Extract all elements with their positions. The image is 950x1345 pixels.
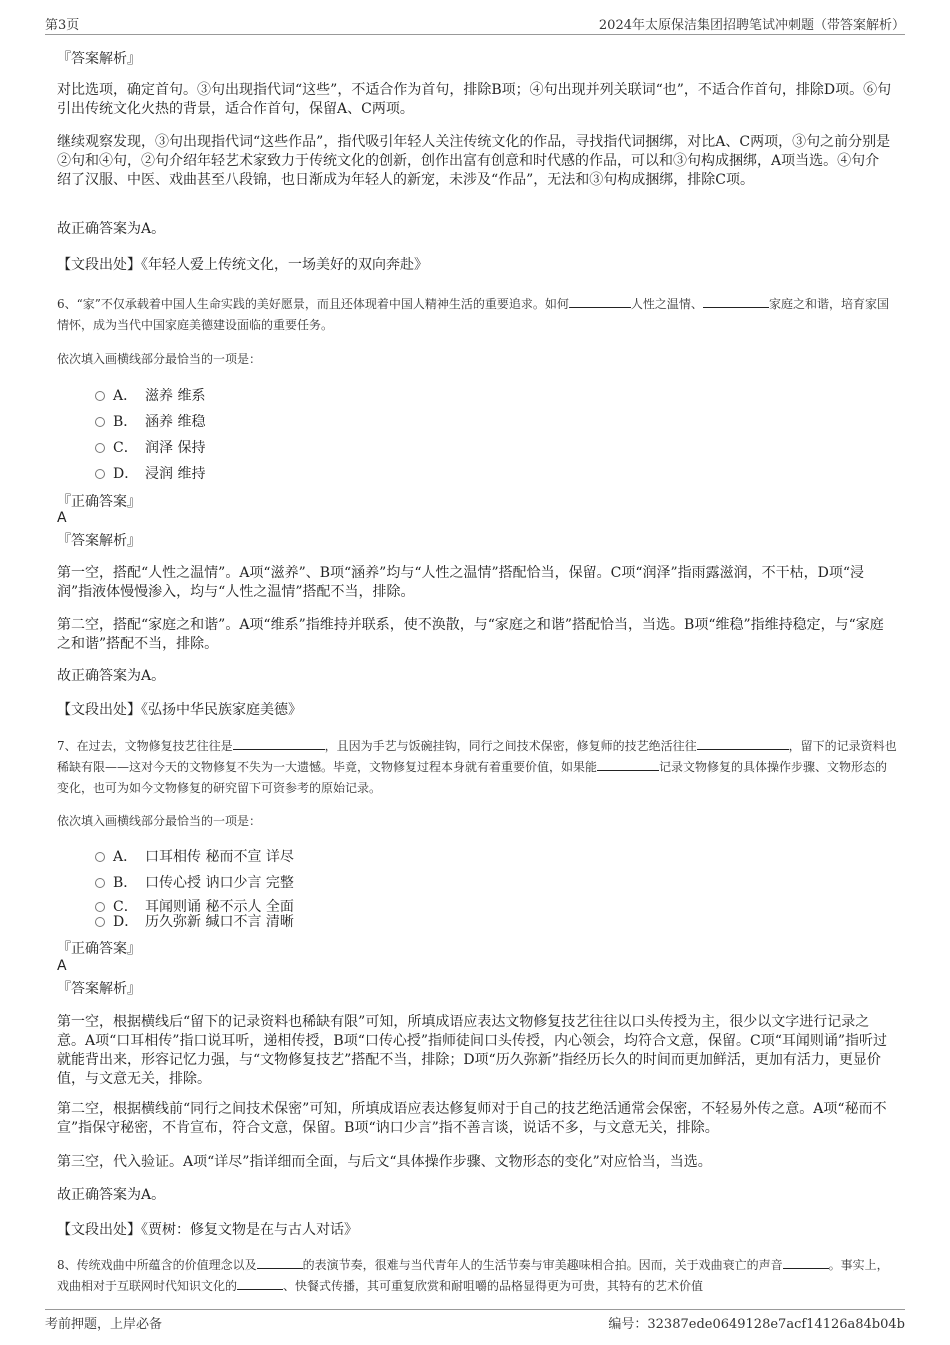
- q6-option-b[interactable]: B． 涵养 维稳: [95, 411, 205, 431]
- document-code: 编号：32387ede0649128e7acf14126a84b04b: [608, 1317, 905, 1332]
- q7-analysis-p3: 第三空，代入验证。A项“详尽”指详细而全面，与后文“具体操作步骤、文物形态的变化”对应恰当，当选。: [57, 1154, 712, 1170]
- q5-analysis-p2: 继续观察发现，③句出现指代词“这些作品”，指代吸引年轻人关注传统文化的作品，寻找指代词捆绑，对比A、C两项，③句之前分别是②句和④句，②句介绍年轻艺术家致力于传统文化的创新，创作出富有创意和时代感的作品，可以和③句构成捆绑，A项当选。④句介绍了汉服、中医、戏曲甚至八段锦，也日渐成为年轻人的新宠，未涉及“作品”，无法和③句构成捆绑，排除C项。: [57, 134, 891, 188]
- q6-source: 【文段出处】《弘扬中华民族家庭美德》: [57, 702, 302, 718]
- q7-option-a[interactable]: A． 口耳相传 秘而不宣 详尽: [95, 846, 294, 866]
- q7-correct-label: 『正确答案』: [57, 941, 141, 957]
- q8-blank-3: [237, 1278, 283, 1290]
- q7-answer: A: [57, 958, 67, 974]
- q5-analysis-p1: 对比选项，确定首句。③句出现指代词“这些”，不适合作为首句，排除B项；④句出现并列关联词“也”，不适合作首句，排除D项。⑥句引出传统文化火热的背景，适合作首句，保留A、C两项。: [57, 82, 892, 117]
- q8-stem: 8、传统戏曲中所蕴含的价值理念以及 的表演节奏，很难与当代青年人的生活节奏与审美趣味相合拍。因而，关于戏曲衰亡的声音 。事实上，戏曲相对于互联网时代知识文化的 、快餐式传播，其可重复欣赏和耐咀嚼的品格显得更为可贵，其特有的艺术价值: [57, 1258, 889, 1293]
- q7-blank-3: [597, 759, 659, 771]
- radio-icon[interactable]: [95, 469, 105, 479]
- q6-prompt: 依次填入画横线部分最恰当的一项是：: [57, 352, 262, 366]
- q6-conclusion: 故正确答案为A。: [57, 668, 166, 684]
- q7-analysis-p2: 第二空，根据横线前“同行之间技术保密”可知，所填成语应表达修复师对于自己的技艺绝活通常会保密，不轻易外传之意。A项“秘而不宣”指保守秘密，不肯宣布，符合文意，保留。B项“讷口少言”指不善言谈，说话不多，与文意无关，排除。: [57, 1101, 887, 1136]
- q6-option-d[interactable]: D． 浸润 维持: [95, 463, 205, 483]
- radio-icon[interactable]: [95, 443, 105, 453]
- radio-icon[interactable]: [95, 391, 105, 401]
- page-header: [45, 14, 905, 34]
- q5-source: 【文段出处】《年轻人爱上传统文化，一场美好的双向奔赴》: [57, 257, 428, 273]
- q7-option-d[interactable]: D． 历久弥新 缄口不言 清晰: [95, 911, 294, 931]
- header-divider: [45, 34, 905, 35]
- q7-option-b[interactable]: B． 口传心授 讷口少言 完整: [95, 872, 294, 892]
- footer-slogan: 考前押题，上岸必备: [45, 1317, 163, 1332]
- q7-analysis-label: 『答案解析』: [57, 981, 141, 997]
- q6-analysis-label: 『答案解析』: [57, 533, 141, 549]
- q5-analysis-label: 『答案解析』: [57, 51, 141, 67]
- q6-option-a[interactable]: A． 滋养 维系: [95, 385, 205, 405]
- q7-option-c[interactable]: C． 耳闻则诵 秘不示人 全面: [95, 896, 294, 916]
- footer-divider: [45, 1309, 905, 1310]
- radio-icon[interactable]: [95, 878, 105, 888]
- q6-correct-label: 『正确答案』: [57, 494, 141, 510]
- q8-blank-2: [783, 1257, 829, 1269]
- q8-blank-1: [257, 1257, 303, 1269]
- radio-icon[interactable]: [95, 917, 105, 927]
- q7-blank-1: [233, 738, 325, 750]
- q7-analysis-p1: 第一空，根据横线后“留下的记录资料也稀缺有限”可知，所填成语应表达文物修复技艺往往以口头传授为主，很少以文字进行记录之意。A项“口耳相传”指口说耳听，递相传授，B项“口传心授”指师徒间口头传授，内心领会，均符合文意，保留。C项“耳闻则诵”指听过就能背出来，形容记忆力强，与“文物修复技艺”搭配不当，排除；D项“历久弥新”指经历长久的时间而更加鲜活，更加有活力，更显价值，与文意无关，排除。: [57, 1014, 888, 1087]
- q5-conclusion: 故正确答案为A。: [57, 221, 166, 237]
- q7-source: 【文段出处】《贾树：修复文物是在与古人对话》: [57, 1222, 358, 1238]
- q6-answer: A: [57, 510, 67, 526]
- q6-analysis-p1: 第一空，搭配“人性之温情”。A项“滋养”、B项“涵养”均与“人性之温情”搭配恰当，保留。C项“润泽”指雨露滋润，不干枯，D项“浸润”指液体慢慢渗入，均与“人性之温情”搭配不当，排除。: [57, 565, 865, 600]
- q6-analysis-p2: 第二空，搭配“家庭之和谐”。A项“维系”指维持并联系，使不涣散，与“家庭之和谐”搭配恰当，当选。B项“维稳”指维持稳定，与“家庭之和谐”搭配不当，排除。: [57, 617, 884, 652]
- q7-conclusion: 故正确答案为A。: [57, 1187, 166, 1203]
- q7-prompt: 依次填入画横线部分最恰当的一项是：: [57, 814, 262, 828]
- q6-blank-2: [703, 296, 769, 308]
- radio-icon[interactable]: [95, 852, 105, 862]
- q6-blank-1: [569, 296, 631, 308]
- document-title: 2024年太原保洁集团招聘笔试冲刺题（带答案解析）: [598, 18, 905, 33]
- q6-stem: 6、“家”不仅承载着中国人生命实践的美好愿景，而且还体现着中国人精神生活的重要追求。如何 人性之温情、 家庭之和谐，培育家国情怀，成为当代中国家庭美德建设面临的重要任务。: [57, 297, 889, 332]
- radio-icon[interactable]: [95, 417, 105, 427]
- q7-blank-2: [697, 738, 789, 750]
- q7-stem: 7、在过去，文物修复技艺往往是 ，且因为手艺与饭碗挂钩，同行之间技术保密，修复师的技艺绝活往往 ，留下的记录资料也稀缺有限——这对今天的文物修复不失为一大遗憾。毕竟，文物修复过程本身就有着重要价值，如果能 记录文物修复的具体操作步骤、文物形态的变化，也可为如今文物修复的研究留下可资参考的原始记录。: [57, 739, 897, 795]
- page-number: 第3页: [45, 18, 80, 33]
- q6-option-c[interactable]: C． 润泽 保持: [95, 437, 205, 457]
